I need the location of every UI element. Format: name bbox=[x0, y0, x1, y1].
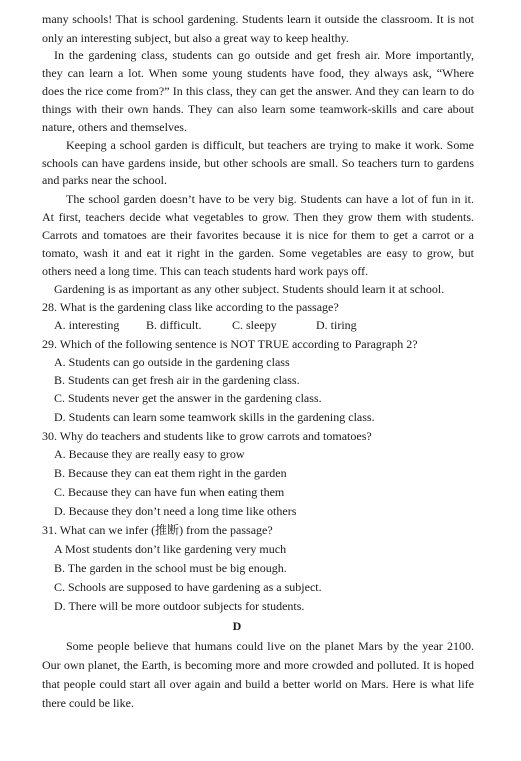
passage-line: does the rice come from?” In this class, they can get the answer. And they can learn to do bbox=[42, 84, 474, 98]
passage-line: Our own planet, the Earth, is becoming more and more crowded and polluted. It is hoped bbox=[42, 658, 474, 672]
question-stem: 31. What can we infer (推断) from the passage? bbox=[42, 523, 273, 537]
option-b: B. difficult. bbox=[146, 318, 202, 332]
passage-line: tomato, wash it and eat it right in the garden. Some vegetables are easy to grow, but bbox=[42, 246, 474, 260]
option-c: C. Because they can have fun when eating them bbox=[54, 485, 285, 499]
option-a: A. Students can go outside in the gardening class bbox=[54, 355, 290, 369]
option-a: A Most students don’t like gardening very much bbox=[54, 542, 287, 556]
passage-line: things with their own hands. They can also learn some teamwork-skills and care about bbox=[42, 102, 474, 116]
option-b: B. Because they can eat them right in the garden bbox=[54, 466, 287, 480]
option-b: B. Students can get fresh air in the gardening class. bbox=[54, 373, 300, 387]
option-a: A. Because they are really easy to grow bbox=[54, 447, 245, 461]
passage-line: only an interesting subject, but also a great way to keep healthy. bbox=[42, 31, 349, 45]
question-options bbox=[54, 318, 474, 332]
option-d: D. Students can learn some teamwork skills in the gardening class. bbox=[54, 410, 375, 424]
passage-line: Carrots and tomatoes are their favorites because it is nice for them to get a carrot or a bbox=[42, 228, 474, 242]
option-d: D. Because they don’t need a long time like others bbox=[54, 504, 297, 518]
question-stem: 28. What is the gardening class like according to the passage? bbox=[42, 300, 339, 314]
passage-line: In the gardening class, students can go outside and get fresh air. More importantly, bbox=[54, 48, 474, 62]
passage-line: nature, others and themselves. bbox=[42, 120, 187, 134]
passage-line: At first, teachers decide what vegetables to grow. Then they grow them with students. bbox=[42, 210, 474, 224]
passage-line: schools can have gardens inside, but other schools are small. So teachers turn to gardens bbox=[42, 156, 474, 170]
option-d: D. tiring bbox=[316, 318, 357, 332]
passage-line: Some people believe that humans could live on the planet Mars by the year 2100. bbox=[66, 639, 474, 653]
option-c: C. sleepy bbox=[232, 318, 277, 332]
passage-line: there could be like. bbox=[42, 696, 134, 710]
option-b: B. The garden in the school must be big enough. bbox=[54, 561, 287, 575]
passage-line: Gardening is as important as any other subject. Students should learn it at school. bbox=[54, 282, 445, 296]
passage-line: and parks near the school. bbox=[42, 173, 167, 187]
option-c: C. Schools are supposed to have gardening as a subject. bbox=[54, 580, 322, 594]
question-stem: 30. Why do teachers and students like to grow carrots and tomatoes? bbox=[42, 429, 372, 443]
option-d: D. There will be more outdoor subjects for students. bbox=[54, 599, 305, 613]
passage-line: The school garden doesn’t have to be very big. Students can have a lot of fun in it. bbox=[66, 192, 474, 206]
passage-line: that people could start all over again and build a better world on Mars. Here is what life bbox=[42, 677, 474, 691]
option-c: C. Students never get the answer in the gardening class. bbox=[54, 391, 322, 405]
option-a: A. interesting bbox=[54, 318, 120, 332]
section-heading: D bbox=[232, 619, 242, 633]
question-stem: 29. Which of the following sentence is NOT TRUE according to Paragraph 2? bbox=[42, 337, 418, 351]
passage-line: they can learn a lot. When some young students have food, they always ask, “Where bbox=[42, 66, 474, 80]
passage-line: Keeping a school garden is difficult, but teachers are trying to make it work. Some bbox=[66, 138, 474, 152]
passage-line: others need a long time. This can teach students hard work pays off. bbox=[42, 264, 369, 278]
passage-line: many schools! That is school gardening. Students learn it outside the classroom. It is not bbox=[42, 12, 474, 26]
